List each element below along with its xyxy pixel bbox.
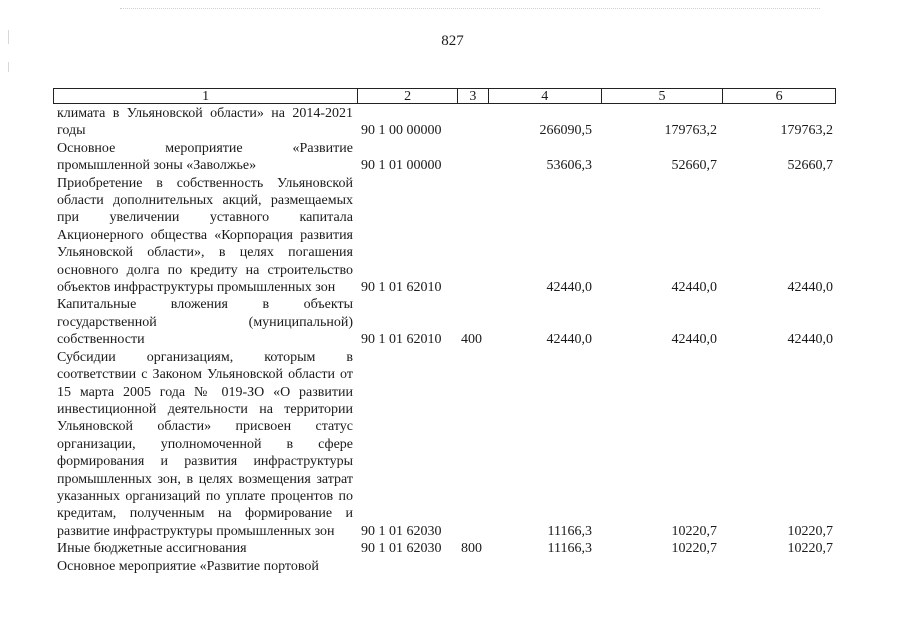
header-col-6: 6 [775,89,783,104]
header-col-4: 4 [489,89,602,103]
row-value-5: 179763,2 [664,123,717,139]
page-number: 827 [441,33,464,49]
row-values [57,157,837,174]
row-type: 800 [461,541,482,557]
row-description: Приобретение в собственность Ульяновской области дополнительных акций, размещаемых при увеличении уставного капитала Акционерного общества «Корпорация развития Ульяновской области», в целях погашения основного долга по кредиту на строительство объектов инфраструктуры промышленных зон [57,175,353,296]
table-row [57,558,837,575]
row-value-6: 10220,7 [787,523,833,539]
row-values [57,279,837,296]
row-value-4: 42440,0 [546,280,592,296]
row-code: 90 1 01 62010 [361,280,442,296]
row-value-6: 10220,7 [787,541,833,557]
row-values [57,540,837,557]
header-col-1: 1 [54,89,358,103]
table-row [57,540,837,557]
header-col-2: 2 [358,89,458,103]
table-row [57,349,837,540]
header-col-5: 5 [602,89,724,103]
row-description: Основное мероприятие «Развитие промышленной зоны «Заволжье» [57,140,353,174]
row-description: Капитальные вложения в объекты государственной (муниципальной) собственности [57,297,353,348]
row-code: 90 1 01 62030 [361,523,442,539]
table-row [57,140,837,175]
row-code: 90 1 01 00000 [361,158,442,174]
row-code: 90 1 00 00000 [361,123,442,139]
row-values [57,523,837,540]
table-row [57,296,837,348]
row-code: 90 1 01 62010 [361,332,442,348]
row-value-6: 42440,0 [787,332,833,348]
header-col-3: 3 [458,89,489,103]
row-value-5: 10220,7 [671,523,717,539]
row-value-6: 52660,7 [787,158,833,174]
scan-artifact [8,62,9,72]
scan-artifact [120,8,820,11]
row-description: Субсидии организациям, которым в соответствии с Законом Ульяновской области от 15 марта 2005 года № 019-ЗО «О развитии инвестиционной деятельности на территории Ульяновской области» присвоен статус организации, уполномоченной в сфере формирования и развития инфраструктуры промышленных зон, в целях возмещения затрат указанных организаций по уплате процентов по кредитам, полученным на формирование и развитие инфраструктуры промышленных зон [57,349,353,539]
row-value-4: 42440,0 [546,332,592,348]
row-description: Основное мероприятие «Развитие портовой [57,558,319,574]
row-value-4: 11166,3 [547,523,592,539]
row-type: 400 [461,332,482,348]
table-header [53,88,836,104]
row-values [57,122,837,139]
row-description: климата в Ульяновской области» на 2014-2021 годы [57,106,353,139]
row-value-5: 10220,7 [671,541,717,557]
table-row [57,175,837,297]
table-row [57,105,837,140]
row-value-5: 42440,0 [671,280,717,296]
row-value-6: 42440,0 [787,280,833,296]
row-description: Иные бюджетные ассигнования [57,541,247,557]
table-body [57,105,837,575]
row-value-4: 53606,3 [546,158,592,174]
row-value-6: 179763,2 [780,123,833,139]
row-value-4: 266090,5 [539,123,592,139]
row-value-4: 11166,3 [547,541,592,557]
row-value-5: 52660,7 [671,158,717,174]
row-code: 90 1 01 62030 [361,541,442,557]
row-values [57,331,837,348]
row-value-5: 42440,0 [671,332,717,348]
